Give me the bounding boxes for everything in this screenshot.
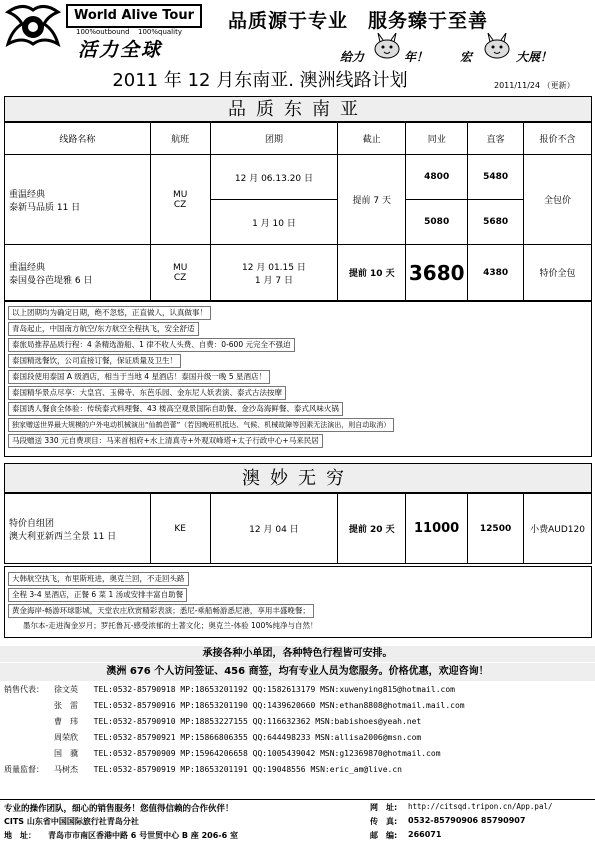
list-item [8,385,591,401]
contact-row [54,700,465,714]
excluded-cell: 全包价 [524,155,592,245]
route-name-line: 澳大利亚新西兰全景 11 日 [9,531,117,542]
list-item [8,321,591,337]
company-name: CITS 山东省中国国际旅行社青岛分社 [4,817,139,826]
note-text: 泰国诱人餐食全体验：传统泰式料理餐、43 楼高空观景国际自助餐、金沙岛海鲜餐、泰式风味火锅 [8,402,343,416]
contact-qq: QQ:1439620660 [252,701,316,710]
postcode-label: 邮 编: [370,831,398,840]
note-text: 大韩航空执飞，布里斯班进，奥克兰回，不走回头路 [8,572,189,586]
contact-name: 国 骥 [54,749,78,758]
excluded-cell: 特价全包 [524,245,592,301]
contact-tel: TEL:0532-85790918 [93,685,176,694]
list-item [8,369,591,385]
flight-code: CZ [173,199,187,210]
slogan: 品质源于专业 服务臻于至善 [228,10,489,32]
flight-cell [150,155,210,245]
rabbit-face-icon [482,33,512,59]
list-item [8,433,591,449]
australia-notes [4,566,592,638]
contact-mobile: MP:15964206658 [180,749,248,758]
southeast-asia-table [4,122,592,301]
trade-price: 4800 [406,155,468,200]
footer-tagline: 专业的操作团队，细心的销售服务！您值得信赖的合作伙伴！ [4,804,234,814]
fax-label: 传 真: [370,817,398,826]
note-text: 泰国精华景点尽享：大皇宫、玉佛寺、东芭乐园、金东尼人妖表演、泰式古法按摩 [8,386,286,400]
direct-price: 12500 [468,494,524,564]
table-header-cell: 同业 [406,123,468,155]
contact-name: 周荣欣 [54,733,78,742]
list-item [8,417,591,433]
contact-row [54,748,441,762]
contact-row [54,716,421,730]
note-text: 全程 3-4 星酒店，正餐 6 菜 1 汤或安排丰富自助餐 [8,588,187,602]
table-row [5,494,592,564]
contact-row [54,764,402,778]
sales-label: 销售代表： [4,685,44,694]
postcode: 266071 [408,830,442,839]
route-name-line: 泰国曼谷芭堤雅 6 日 [9,275,93,286]
list-item [8,603,591,619]
australia-table [4,493,592,564]
contact-qq: QQ:116632362 [252,717,311,726]
page-title: 2011 年 12 月东南亚. 澳洲线路计划 [112,70,408,91]
contact-qq: QQ:1005439042 [252,749,316,758]
table-header-cell: 团期 [210,123,338,155]
list-item [8,353,591,369]
list-item [8,587,591,603]
contact-tel: TEL:0532-85790909 [93,749,176,758]
route-name-cell [5,155,151,245]
contact-msn: MSN:xuwenying815@hotmail.com [320,685,455,694]
contact-name: 徐文英 [54,685,78,694]
update-date: 2011/11/24 （更新） [494,81,575,90]
contact-tel: TEL:0532-85790919 [93,765,176,774]
brand-name-cn: 活力全球 [78,39,163,61]
trade-price: 3680 [406,245,468,301]
contact-qq: QQ:644498233 [252,733,311,742]
slogan-nian: 年！ [404,50,429,64]
contact-msn: MSN:g12369870@hotmail.com [320,749,441,758]
trade-price: 5080 [406,200,468,245]
list-item-continued: 墨尔本-走进淘金岁月；罗托鲁瓦-感受浓郁的土著文化；奥克兰-体验 100%纯净与自然！ [23,621,318,630]
contact-name: 马树杰 [54,765,78,774]
address-label: 地 址： [4,831,36,840]
direct-price: 5680 [468,200,524,245]
flight-cell [150,245,210,301]
table-row [5,155,592,200]
contact-mobile: MP:18653201191 [180,765,248,774]
promo-line: 澳洲 676 个人访问签证、456 商签，均有专业人员为您服务。价格优惠，欢迎咨询！ [0,663,595,681]
cutoff-cell: 提前 20 天 [338,494,406,564]
note-text: 青岛起止，中国南方航空/东方航空全程执飞，安全舒适 [8,322,199,336]
note-text: 以上团期均为确定日期，绝不忽悠，正直做人，认真做事！ [8,306,211,320]
section-title-australia: 澳妙无穷 [4,463,592,493]
slogan-hong: 宏 [460,50,473,64]
route-name-line: 特价自组团 [9,518,55,529]
table-row [5,245,592,301]
header [0,0,595,98]
departure-date: 1 月 10 日 [210,200,338,245]
website-label: 网 址: [370,803,398,812]
qc-label: 质量监督： [4,765,44,774]
excluded-cell: 小费AUD120 [524,494,592,564]
rabbit-face-icon [372,33,402,59]
table-header-cell: 航班 [150,123,210,155]
note-text: 泰旅局推荐品质行程：4 条精选游船、1 律不收人头费、自费：0-600 元完全不强迫 [8,338,295,352]
address: 青岛市市南区香港中路 6 号世贸中心 B 座 206-6 室 [48,831,238,840]
contact-mobile: MP:18653201192 [180,685,248,694]
brand-name: World Alive Tour [66,4,202,28]
tribal-swirl-logo-icon [4,2,62,52]
contact-row [54,732,421,746]
contact-qq: QQ:19048556 [252,765,306,774]
departure-date: 12 月 01.15 日 [242,262,306,273]
departure-date-cell [210,245,338,301]
list-item [8,337,591,353]
fax-number: 0532-85790906 85790907 [408,816,526,825]
table-header-cell: 报价不含 [524,123,592,155]
contact-msn: MSN:babishoes@yeah.net [315,717,422,726]
brand-tagline-quality: 100%quality [138,28,182,36]
cutoff-cell: 提前 7 天 [338,155,406,245]
contact-qq: QQ:1582613179 [252,685,316,694]
list-item [8,571,591,587]
promo-line: 承接各种小单团，各种特色行程皆可安排。 [0,646,595,662]
section-title-southeast-asia: 品质东南亚 [4,96,592,122]
cutoff-cell: 提前 10 天 [338,245,406,301]
table-header-cell: 直客 [468,123,524,155]
contact-tel: TEL:0532-85790916 [93,701,176,710]
departure-date: 1 月 7 日 [254,275,293,286]
contact-row [54,684,455,698]
contact-tel: TEL:0532-85790910 [93,717,176,726]
flight-code: MU [172,262,188,273]
footer [0,800,595,842]
flight-code: MU [172,189,188,200]
slogan-dazhan: 大展！ [516,50,553,64]
note-text: 泰国段使用泰国 A 级酒店，相当于当地 4 星酒店！泰国升级一晚 5 星酒店！ [8,370,270,384]
contact-mobile: MP:18653201190 [180,701,248,710]
note-text: 泰国精选餐饮，公司直接订餐，保证质量及卫生！ [8,354,181,368]
contact-msn: MSN:ethan8808@hotmail.mail.com [320,701,465,710]
trade-price: 11000 [406,494,468,564]
route-name-cell [5,245,151,301]
contact-msn: MSN:allisa2006@msn.com [315,733,422,742]
contact-name: 张 雷 [54,701,78,710]
note-text: 马段赠送 330 元自费项目：马来首相府+水上清真寺+外观双峰塔+太子行政中心+马来民居 [8,434,323,448]
departure-date: 12 月 04 日 [210,494,338,564]
note-text: 独家赠送世界最大规模的户外电动机械演出“仙鹤芭蕾”（若因晚班机抵达、气候、机械故障等因素无法演出，则自动取消） [8,418,394,432]
contact-name: 曹 玮 [54,717,78,726]
contact-tel: TEL:0532-85790921 [93,733,176,742]
list-item [8,305,591,321]
route-name-line: 重温经典 [9,262,46,273]
route-name-cell [5,494,151,564]
flight-code: KE [150,494,210,564]
table-header-cell: 截止 [338,123,406,155]
contact-mobile: MP:18853227155 [180,717,248,726]
table-header-row [5,123,592,155]
southeast-asia-notes [4,301,592,457]
website-link[interactable]: http://citsqd.tripon.cn/App.pal/ [408,802,553,811]
direct-price: 5480 [468,155,524,200]
direct-price: 4380 [468,245,524,301]
slogan-gili: 给力 [340,50,365,64]
departure-date: 12 月 06.13.20 日 [210,155,338,200]
brand-tagline-outbound: 100%outbound [76,28,130,36]
route-name-line: 重温经典 [9,189,46,200]
route-name-line: 泰新马品质 11 日 [9,202,81,213]
flight-code: CZ [173,272,187,283]
list-item [8,401,591,417]
contact-mobile: MP:15866806355 [180,733,248,742]
note-text: 黄金海岸-畅游环球影城，天堂农庄欣赏精彩表演；悉尼-乘船畅游悉尼港，享用丰盛晚餐； [8,604,314,618]
contact-msn: MSN:eric_am@live.cn [310,765,402,774]
table-header-cell: 线路名称 [5,123,151,155]
